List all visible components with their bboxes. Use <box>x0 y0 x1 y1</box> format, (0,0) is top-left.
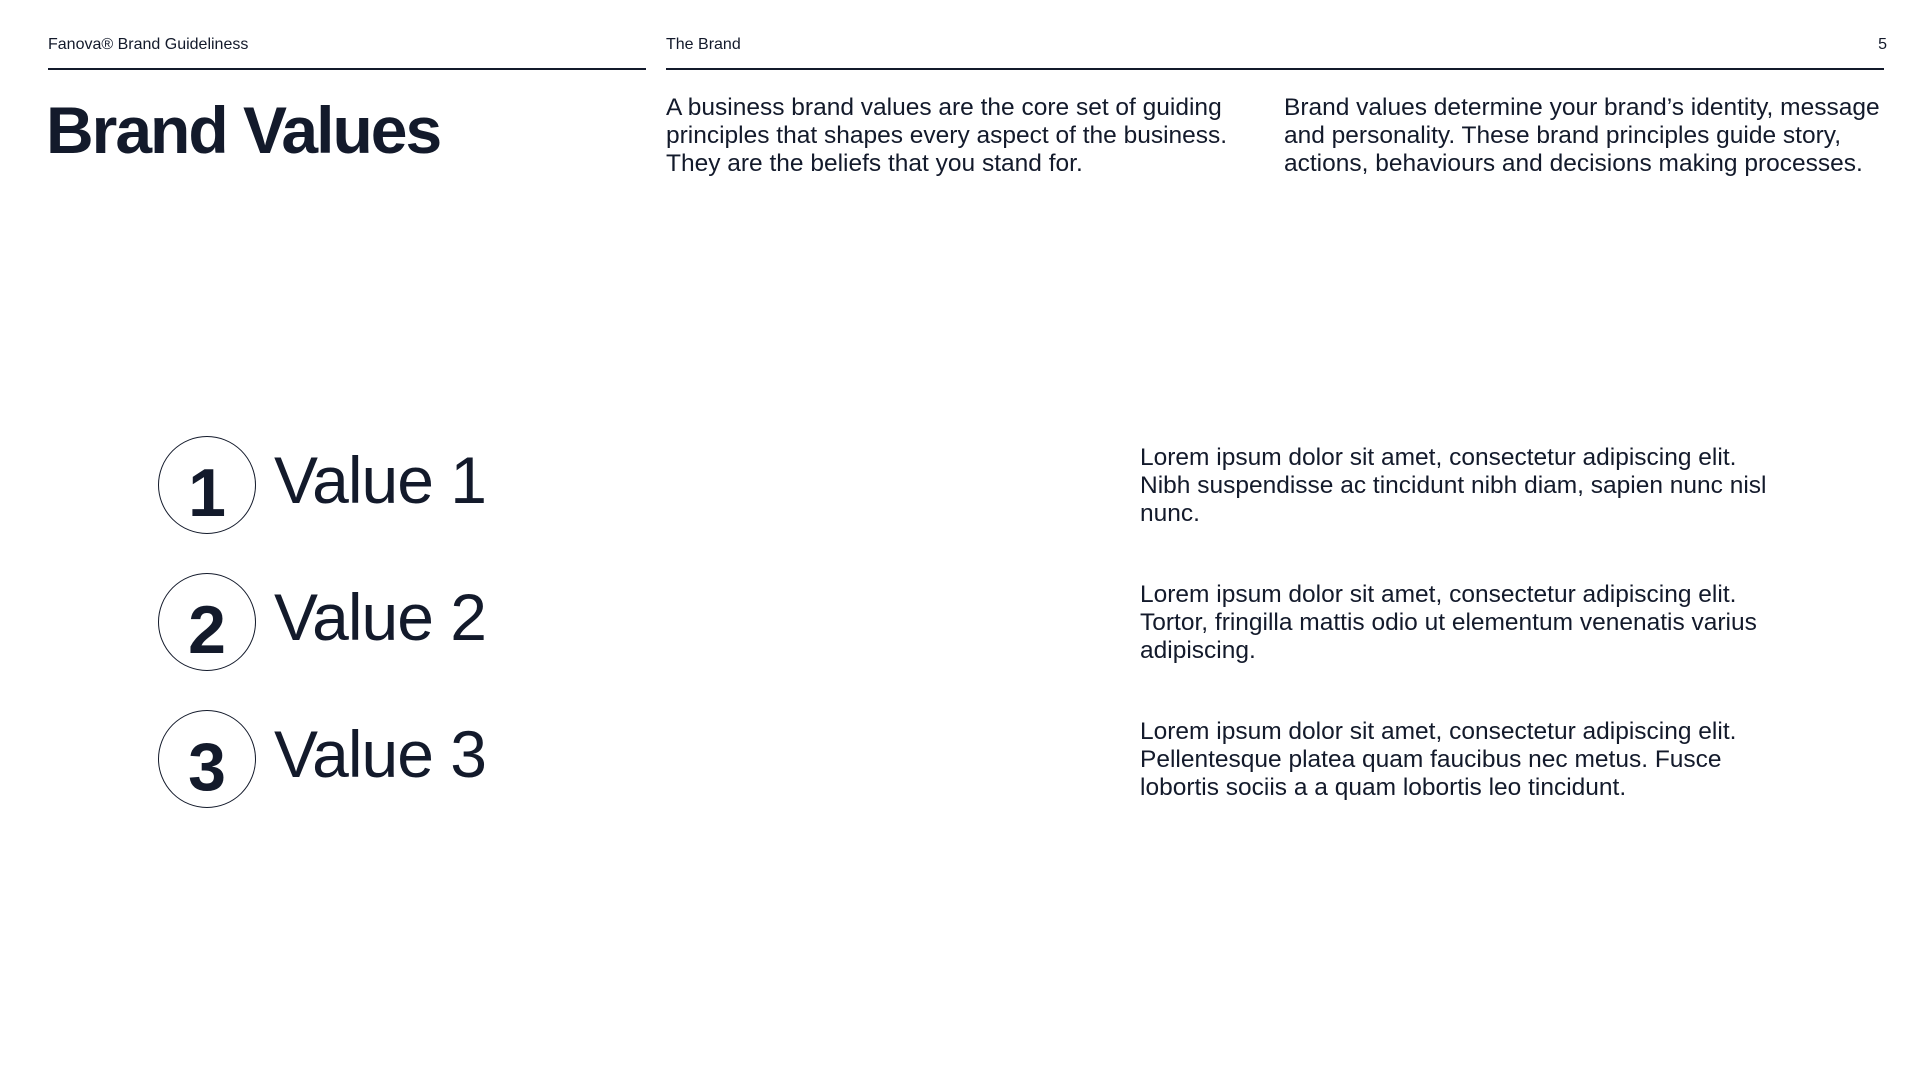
value-item-2 <box>158 573 1798 673</box>
value-number: 1 <box>188 455 226 531</box>
value-title: Value 3 <box>274 717 486 791</box>
value-description: Lorem ipsum dolor sit amet, consectetur adipiscing elit. Tortor, fringilla mattis odio ut elementum venenatis varius adipiscing. <box>1140 581 1757 664</box>
intro-paragraph-2: Brand values determine your brand’s identity, message and personality. These brand principles guide story, actions, behaviours and decisions making processes. <box>1284 94 1880 177</box>
header-divider-left <box>48 68 646 70</box>
header-divider-right <box>666 68 1884 70</box>
value-number: 2 <box>188 592 226 668</box>
document-title-header: Fanova® Brand Guideliness <box>48 36 249 53</box>
value-description: Lorem ipsum dolor sit amet, consectetur adipiscing elit. Nibh suspendisse ac tincidunt nibh diam, sapien nunc nisl nunc. <box>1140 444 1767 527</box>
page-title: Brand Values <box>46 93 441 167</box>
value-number-badge <box>158 436 256 534</box>
value-item-3 <box>158 710 1798 810</box>
value-description: Lorem ipsum dolor sit amet, consectetur adipiscing elit. Pellentesque platea quam faucibus nec metus. Fusce lobortis sociis a a quam lobortis leo tincidunt. <box>1140 718 1737 801</box>
section-name: The Brand <box>666 36 741 53</box>
value-title: Value 1 <box>274 443 486 517</box>
value-number-badge <box>158 573 256 671</box>
value-number: 3 <box>188 729 226 805</box>
value-number-badge <box>158 710 256 808</box>
intro-paragraph-1: A business brand values are the core set of guiding principles that shapes every aspect of the business. They are the beliefs that you stand for. <box>666 94 1228 177</box>
page-number: 5 <box>1878 36 1887 53</box>
value-title: Value 2 <box>274 580 486 654</box>
value-item-1 <box>158 436 1798 536</box>
